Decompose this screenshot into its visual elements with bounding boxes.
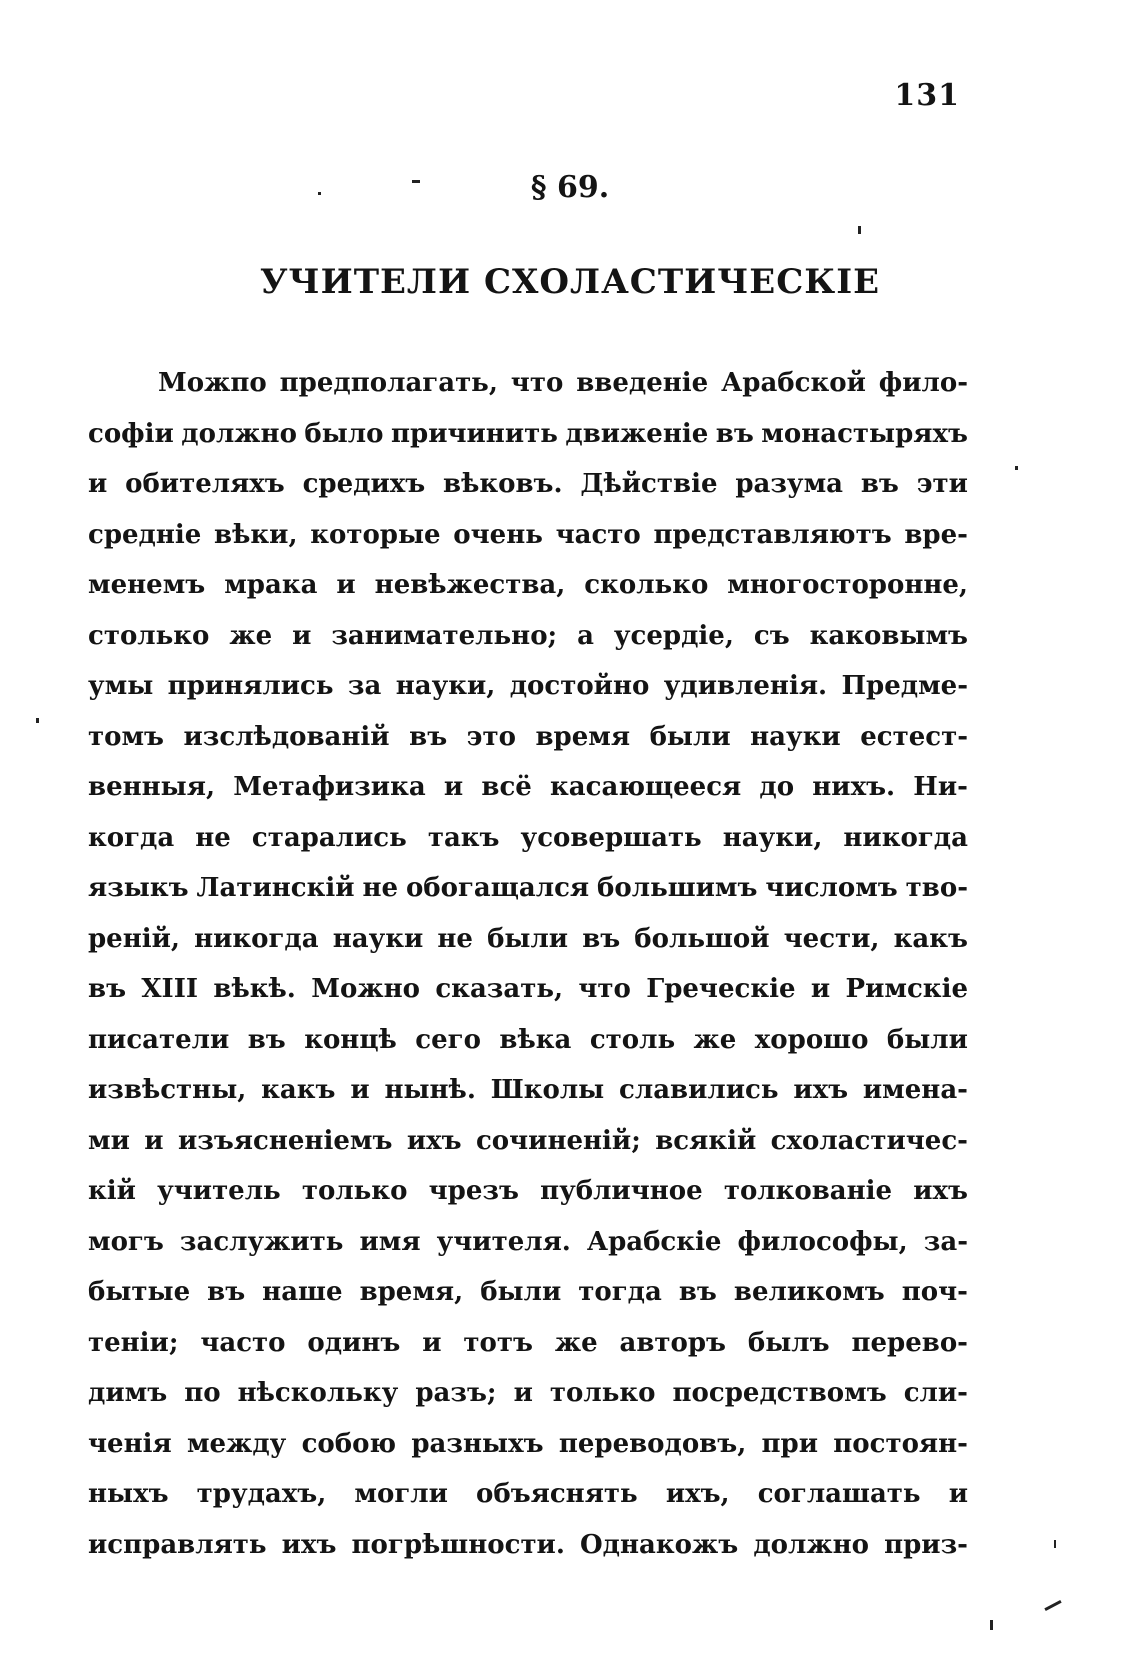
scan-speck <box>412 180 420 183</box>
text-line: исправлять ихъ погрѣшности. Однакожъ должно приз- <box>88 1529 968 1560</box>
text-line: ченія между собою разныхъ переводовъ, при постоян- <box>88 1428 968 1459</box>
text-line: ныхъ трудахъ, могли объяснять ихъ, соглашать и <box>88 1479 968 1509</box>
text-line: средніе вѣки, которые очень часто представляютъ вре- <box>88 519 968 550</box>
text-line: въ XIII вѣкѣ. Можно сказать, что Греческіе и Римскіе <box>88 974 968 1004</box>
text-line: менемъ мрака и невѣжества, сколько многосторонне, <box>88 570 968 600</box>
text-line: писатели въ концѣ сего вѣка столь же хорошо были <box>88 1024 968 1055</box>
text-line: могъ заслужить имя учителя. Арабскіе философы, за- <box>88 1226 968 1257</box>
scan-speck <box>990 1620 993 1630</box>
section-mark: § 69. <box>530 170 610 205</box>
text-line: языкъ Латинскій не обогащался большимъ числомъ тво- <box>88 873 968 903</box>
text-line: когда не старались такъ усовершать науки, никогда <box>88 822 968 853</box>
text-line: Можпо предполагать, что введеніе Арабской фило- <box>158 368 968 398</box>
text-line: реній, никогда науки не были въ большой чести, какъ <box>88 923 968 954</box>
text-line: умы принялись за науки, достойно удивленія. Предме- <box>88 671 968 701</box>
text-line: теніи; часто одинъ и тотъ же авторъ былъ перево- <box>88 1327 968 1358</box>
scan-speck <box>318 192 321 195</box>
chapter-title: УЧИТЕЛИ СХОЛАСТИЧЕСКІЕ <box>259 262 881 302</box>
body-text <box>88 368 968 1580</box>
text-line: столько же и занимательно; а усердіе, съ каковымъ <box>88 620 968 651</box>
text-line: софіи должно было причинить движеніе въ монастыряхъ <box>88 418 968 449</box>
scan-speck <box>1054 1540 1056 1548</box>
text-line: венныя, Метафизика и всё касающееся до нихъ. Ни- <box>88 772 968 802</box>
scan-speck <box>858 226 861 234</box>
scan-speck <box>1044 1600 1061 1611</box>
text-line: и обителяхъ средихъ вѣковъ. Дѣйствіе разума въ эти <box>88 469 968 499</box>
text-line: бытые въ наше время, были тогда въ великомъ поч- <box>88 1277 968 1307</box>
text-line: ми и изъясненіемъ ихъ сочиненій; всякій схоластичес- <box>88 1125 968 1156</box>
text-line: димъ по нѣскольку разъ; и только посредствомъ сли- <box>88 1378 968 1408</box>
text-line: томъ изслѣдованій въ это время были науки естест- <box>88 721 968 752</box>
page-number: 131 <box>894 78 960 113</box>
scan-speck <box>36 718 39 723</box>
text-line: извѣстны, какъ и нынѣ. Школы славились ихъ имена- <box>88 1075 968 1105</box>
text-line: кій учитель только чрезъ публичное толкованіе ихъ <box>88 1176 968 1206</box>
scan-speck <box>1015 466 1018 470</box>
